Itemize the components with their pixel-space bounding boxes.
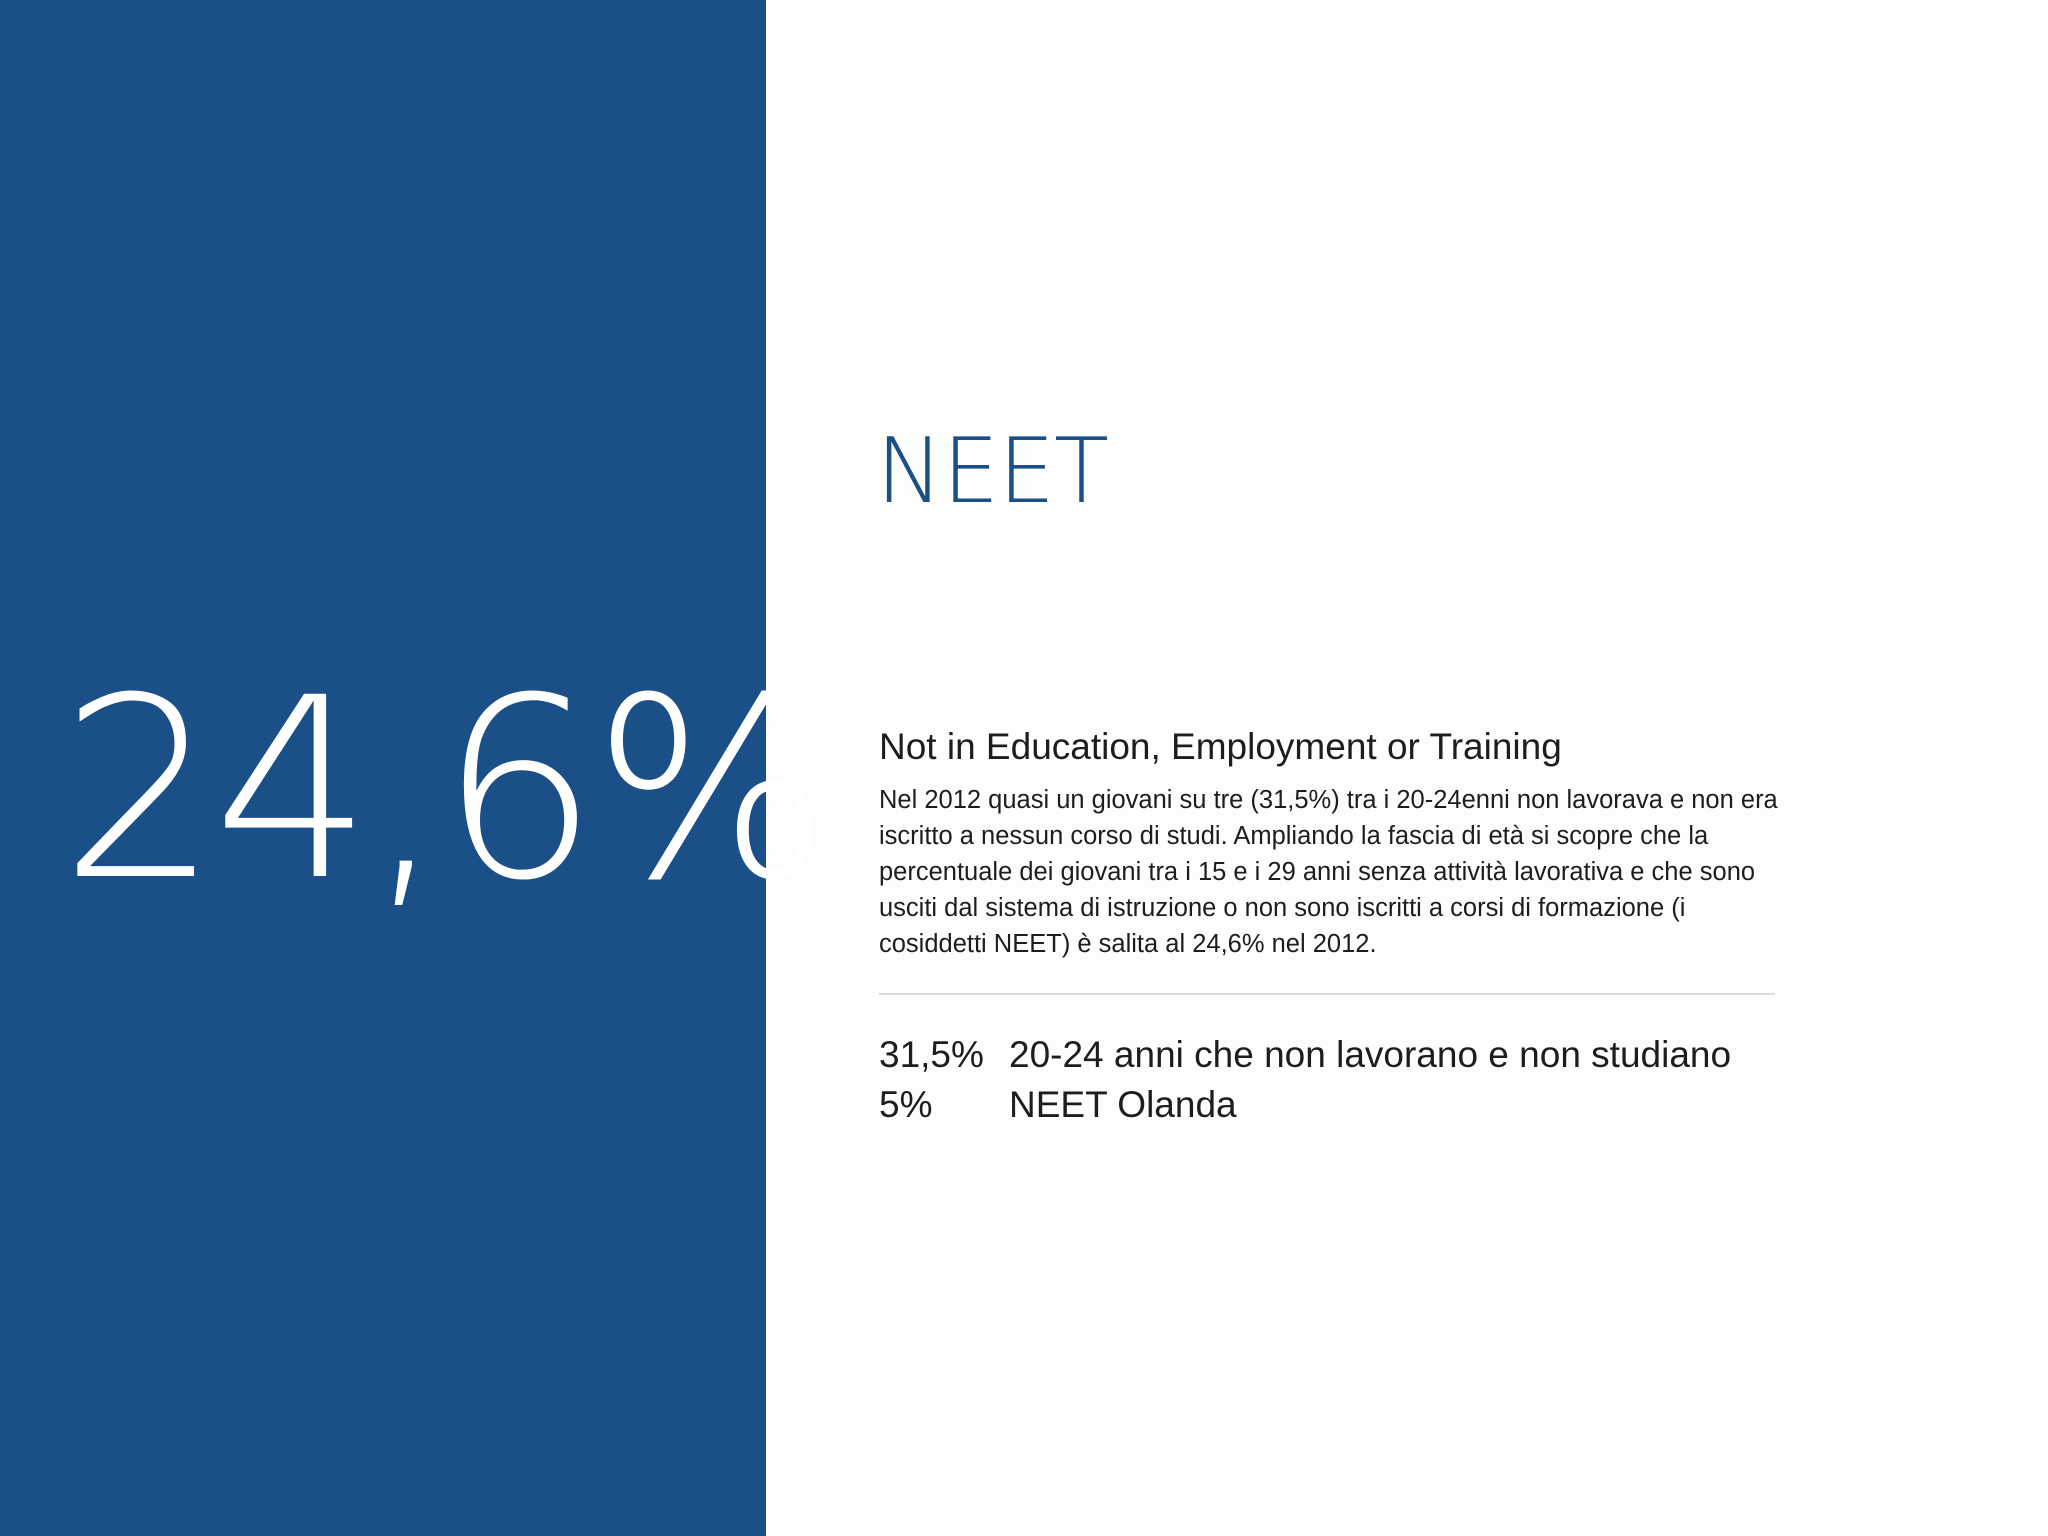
left-panel [0,0,825,1536]
stat-row [879,1080,1779,1130]
page-title: NEET [876,419,1109,524]
stats-list [879,1030,1779,1130]
subtitle: Not in Education, Employment or Training [879,726,1562,767]
stat-value: 5% [879,1084,933,1125]
description-paragraph: Nel 2012 quasi un giovani su tre (31,5%) tra i 20-24enni non lavorava e non era iscritto a nessun corso di studi. Ampliando la fascia di età si scopre che la percentuale dei giovani tra i 15 e i 29 anni senza attività lavorativa e che sono usciti dal sistema di istruzione o non sono iscritti a corsi di formazione (i cosiddetti NEET) è salita al 24,6% nel 2012. [879,786,1778,958]
divider [879,993,1775,995]
right-panel [766,0,2048,1536]
stat-label: NEET Olanda [1009,1084,1237,1125]
stat-row [879,1030,1779,1080]
stat-value: 31,5% [879,1034,984,1075]
headline-percentage: 24,6% [60,644,825,935]
stat-label: 20-24 anni che non lavorano e non studiano [1009,1034,1732,1075]
